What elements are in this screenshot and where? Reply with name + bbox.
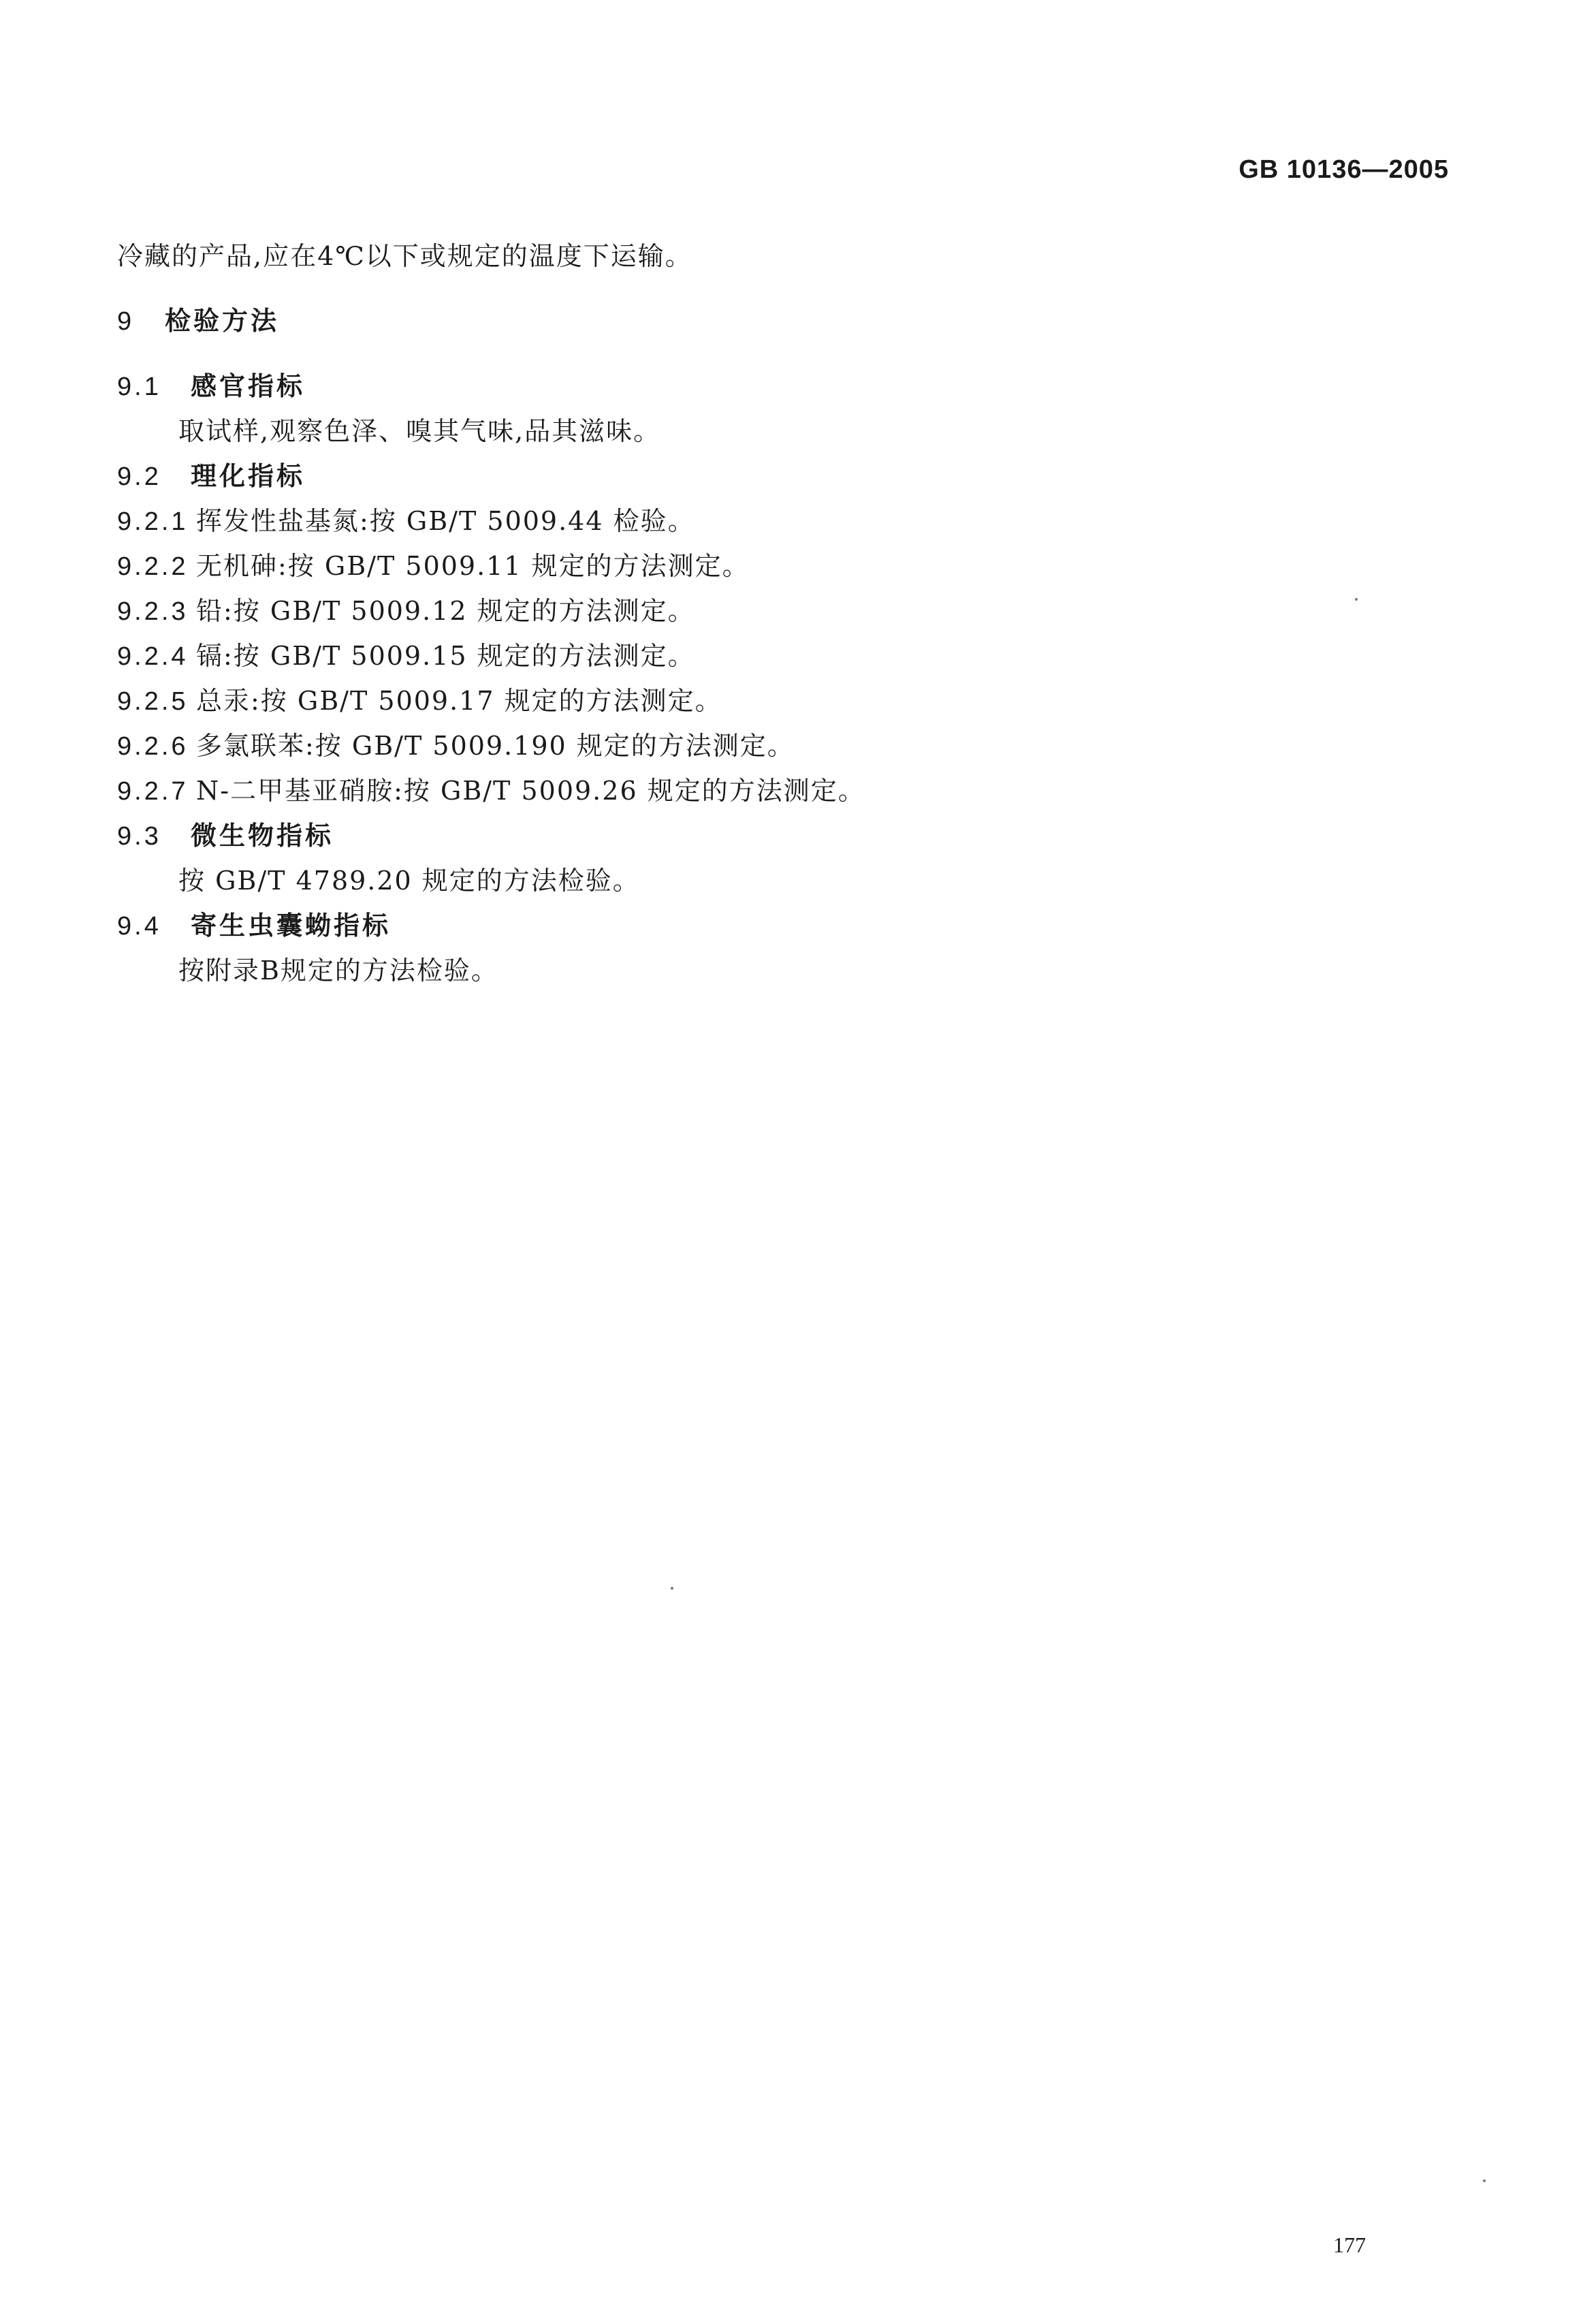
item-number: 9.2.4: [117, 642, 189, 671]
item-9-2-2: [117, 550, 750, 583]
section-9-3-heading: [117, 819, 334, 853]
standard-number: GB 10136—2005: [1239, 155, 1449, 184]
intro-line: 冷藏的产品,应在4℃以下或规定的温度下运输。: [117, 241, 692, 271]
section-9-3-number: 9.3: [117, 822, 161, 851]
item-number: 9.2.3: [117, 597, 189, 626]
item-text: 多氯联苯:按 GB/T 5009.190 规定的方法测定。: [196, 731, 795, 761]
item-text: 无机砷:按 GB/T 5009.11 规定的方法测定。: [196, 551, 750, 581]
item-text: 总汞:按 GB/T 5009.17 规定的方法测定。: [196, 686, 722, 716]
item-number: 9.2.6: [117, 732, 189, 761]
scan-speck: [1483, 2179, 1486, 2182]
item-number: 9.2.2: [117, 552, 189, 581]
section-9-1-heading: [117, 370, 305, 403]
item-9-2-4: [117, 640, 695, 673]
section-9-3-text: 按 GB/T 4789.20 规定的方法检验。: [178, 866, 640, 896]
item-9-2-5: [117, 684, 722, 718]
scan-speck: [671, 1587, 673, 1590]
item-9-2-6: [117, 729, 795, 763]
scan-speck: [1355, 598, 1358, 601]
section-9-4-number: 9.4: [117, 912, 161, 941]
section-9-4-text: 按附录B规定的方法检验。: [178, 956, 498, 986]
item-text: N-二甲基亚硝胺:按 GB/T 5009.26 规定的方法测定。: [196, 776, 865, 806]
section-9-2-number: 9.2: [117, 462, 161, 491]
page-number: 177: [1333, 2233, 1366, 2257]
section-9-4-title: 寄生虫囊蚴指标: [191, 911, 392, 941]
section-9-title: 检验方法: [165, 306, 280, 336]
section-9-heading: [117, 304, 279, 338]
section-9-1-title: 感官指标: [191, 371, 306, 401]
section-9-number: 9: [117, 307, 135, 336]
item-text: 铅:按 GB/T 5009.12 规定的方法测定。: [196, 596, 695, 626]
item-9-2-7: [117, 774, 865, 808]
section-9-2-title: 理化指标: [191, 461, 306, 491]
item-text: 挥发性盐基氮:按 GB/T 5009.44 检验。: [196, 506, 695, 536]
section-9-4-heading: [117, 909, 391, 943]
item-text: 镉:按 GB/T 5009.15 规定的方法测定。: [196, 641, 695, 671]
item-9-2-3: [117, 595, 695, 628]
section-9-2-heading: [117, 460, 305, 493]
section-9-1-number: 9.1: [117, 373, 161, 401]
item-number: 9.2.5: [117, 687, 189, 716]
section-9-1-text: 取试样,观察色泽、嗅其气味,品其滋味。: [178, 416, 661, 446]
item-9-2-1: [117, 505, 695, 538]
item-number: 9.2.7: [117, 777, 189, 806]
item-number: 9.2.1: [117, 507, 189, 536]
section-9-3-title: 微生物指标: [191, 821, 334, 851]
